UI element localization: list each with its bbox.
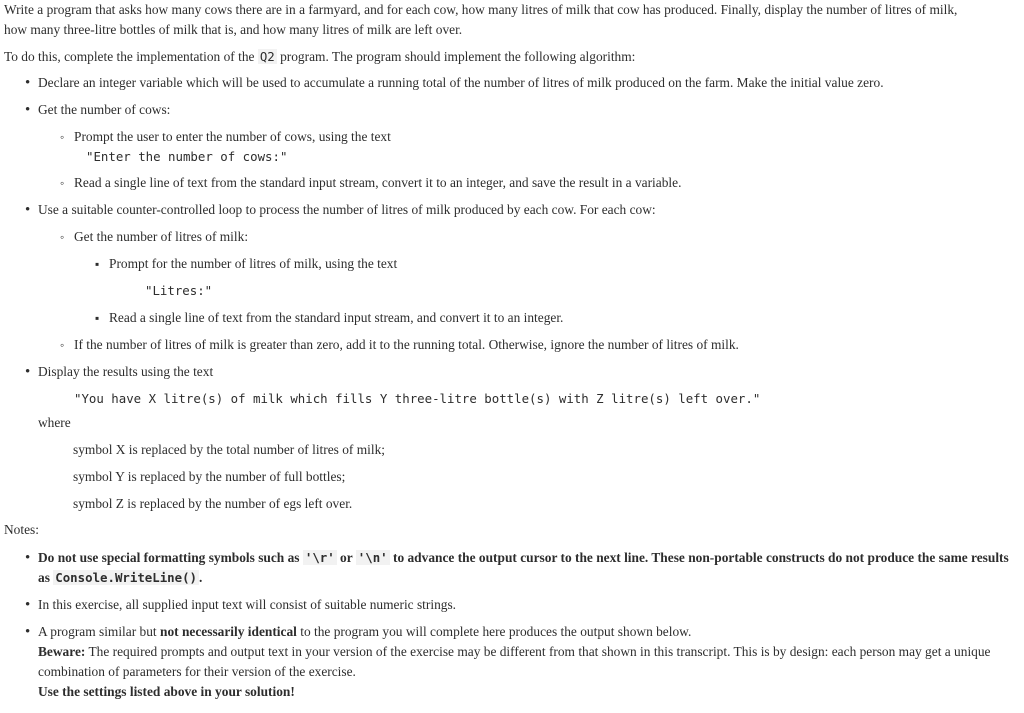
note-2-text: • In this exercise, all supplied input text will consist of suitable numeric strings. — [38, 597, 457, 612]
step-3a-item-1 — [109, 254, 1020, 301]
where-label: where — [38, 415, 71, 430]
todo-paragraph — [4, 47, 1020, 67]
algorithm-step-3 — [38, 200, 1020, 355]
carriage-return-code: '\r' — [304, 550, 335, 565]
step-3a-text: Get the number of litres of milk: — [74, 229, 249, 244]
beware-label: Beware: — [38, 644, 86, 659]
use-settings-text: Use the settings listed above in your solution! — [38, 684, 295, 699]
cows-prompt-code-text: "Enter the number of cows:" — [86, 149, 288, 164]
litres-prompt-code — [109, 281, 1020, 301]
note-1-text — [38, 548, 1020, 588]
algorithm-step-2 — [38, 100, 1020, 193]
note-1-end: . — [199, 570, 203, 585]
step-3aii-text: Read a single line of text from the standard input stream, and convert it to an integer. — [109, 310, 564, 325]
step-2-item-b — [74, 173, 1020, 193]
symbol-descriptions — [38, 440, 1020, 514]
algorithm-step-4 — [38, 362, 1020, 514]
step-3a-item-2 — [109, 308, 1020, 328]
step-2-sublist — [38, 127, 1020, 193]
newline-code: '\n' — [357, 550, 388, 565]
litres-prompt-code-text: "Litres:" — [145, 283, 213, 298]
algorithm-step-1 — [38, 73, 1020, 93]
todo-text-end: program. The program should implement the following algorithm: — [276, 49, 636, 64]
beware-text — [38, 642, 1020, 682]
step-3ai-text: Prompt for the number of litres of milk, using the text — [109, 256, 398, 271]
intro-line-1: Write a program that asks how many cows there are in a farmyard, and for each cow, how many litres of milk that cow has produced. Finally, display the number of litres of milk, — [4, 2, 958, 17]
note-3-prefix: A program similar but — [38, 624, 160, 639]
step-2-item-a — [74, 127, 1020, 167]
note-2 — [38, 595, 1020, 615]
symbol-z-description: symbol Z is replaced by the number of egs left over. — [73, 496, 353, 511]
step-2b-text: Read a single line of text from the standard input stream, convert it to an integer, and save the result in a variable. — [74, 175, 682, 190]
note-1-prefix: Do not use special formatting symbols such as — [38, 550, 303, 565]
algorithm-list — [4, 73, 1020, 514]
step-3b-text: If the number of litres of milk is greater than zero, add it to the running total. Otherwise, ignore the number of litres of milk. — [74, 337, 739, 352]
step-2-text: Get the number of cows: — [38, 102, 171, 117]
beware-body: The required prompts and output text in your version of the exercise may be different from that shown in this transcript. This is by design: each person may get a unique combination of parameters for their version of the exercise. — [38, 644, 991, 679]
notes-list — [4, 548, 1020, 702]
note-3 — [38, 622, 1020, 702]
program-name-code: Q2 — [259, 49, 275, 64]
step-3-item-a — [74, 227, 1020, 328]
note-3-bold: not necessarily identical — [160, 624, 297, 639]
note-3-suffix: to the program you will complete here produces the output shown below. — [296, 624, 692, 639]
step-4-text: Display the results using the text — [38, 364, 214, 379]
step-3-item-b — [74, 335, 1020, 355]
note-1-mid: to advance the output cursor to the next line. These non-portable constructs do not produce the same results as — [38, 550, 1009, 585]
step-3-sublist — [38, 227, 1020, 355]
writeline-code: Console.WriteLine() — [55, 570, 198, 585]
output-format-code — [38, 389, 1020, 409]
cows-prompt-code — [74, 147, 1020, 167]
note-3-text — [38, 622, 1020, 642]
step-2a-text: Prompt the user to enter the number of cows, using the text — [74, 129, 391, 144]
step-3a-sublist — [74, 254, 1020, 328]
symbol-x-description: symbol X is replaced by the total number of litres of milk; — [73, 442, 386, 457]
step-3-text: Use a suitable counter-controlled loop to process the number of litres of milk produced by each cow. For each cow: — [38, 202, 656, 217]
note-1 — [38, 548, 1020, 588]
symbol-y-description: symbol Y is replaced by the number of full bottles; — [73, 469, 346, 484]
intro-paragraph — [4, 0, 1020, 40]
todo-text: To do this, complete the implementation of the — [4, 49, 258, 64]
output-format-code-text: "You have X litre(s) of milk which fills Y three-litre bottle(s) with Z litre(s) left over." — [74, 391, 761, 406]
intro-line-2: how many three-litre bottles of milk that is, and how many litres of milk are left over. — [4, 22, 463, 37]
notes-heading: Notes: — [4, 522, 39, 537]
step-1-text: Declare an integer variable which will be used to accumulate a running total of the number of litres of milk produced on the farm. Make the initial value zero. — [38, 75, 884, 90]
note-1-or: or — [336, 550, 356, 565]
